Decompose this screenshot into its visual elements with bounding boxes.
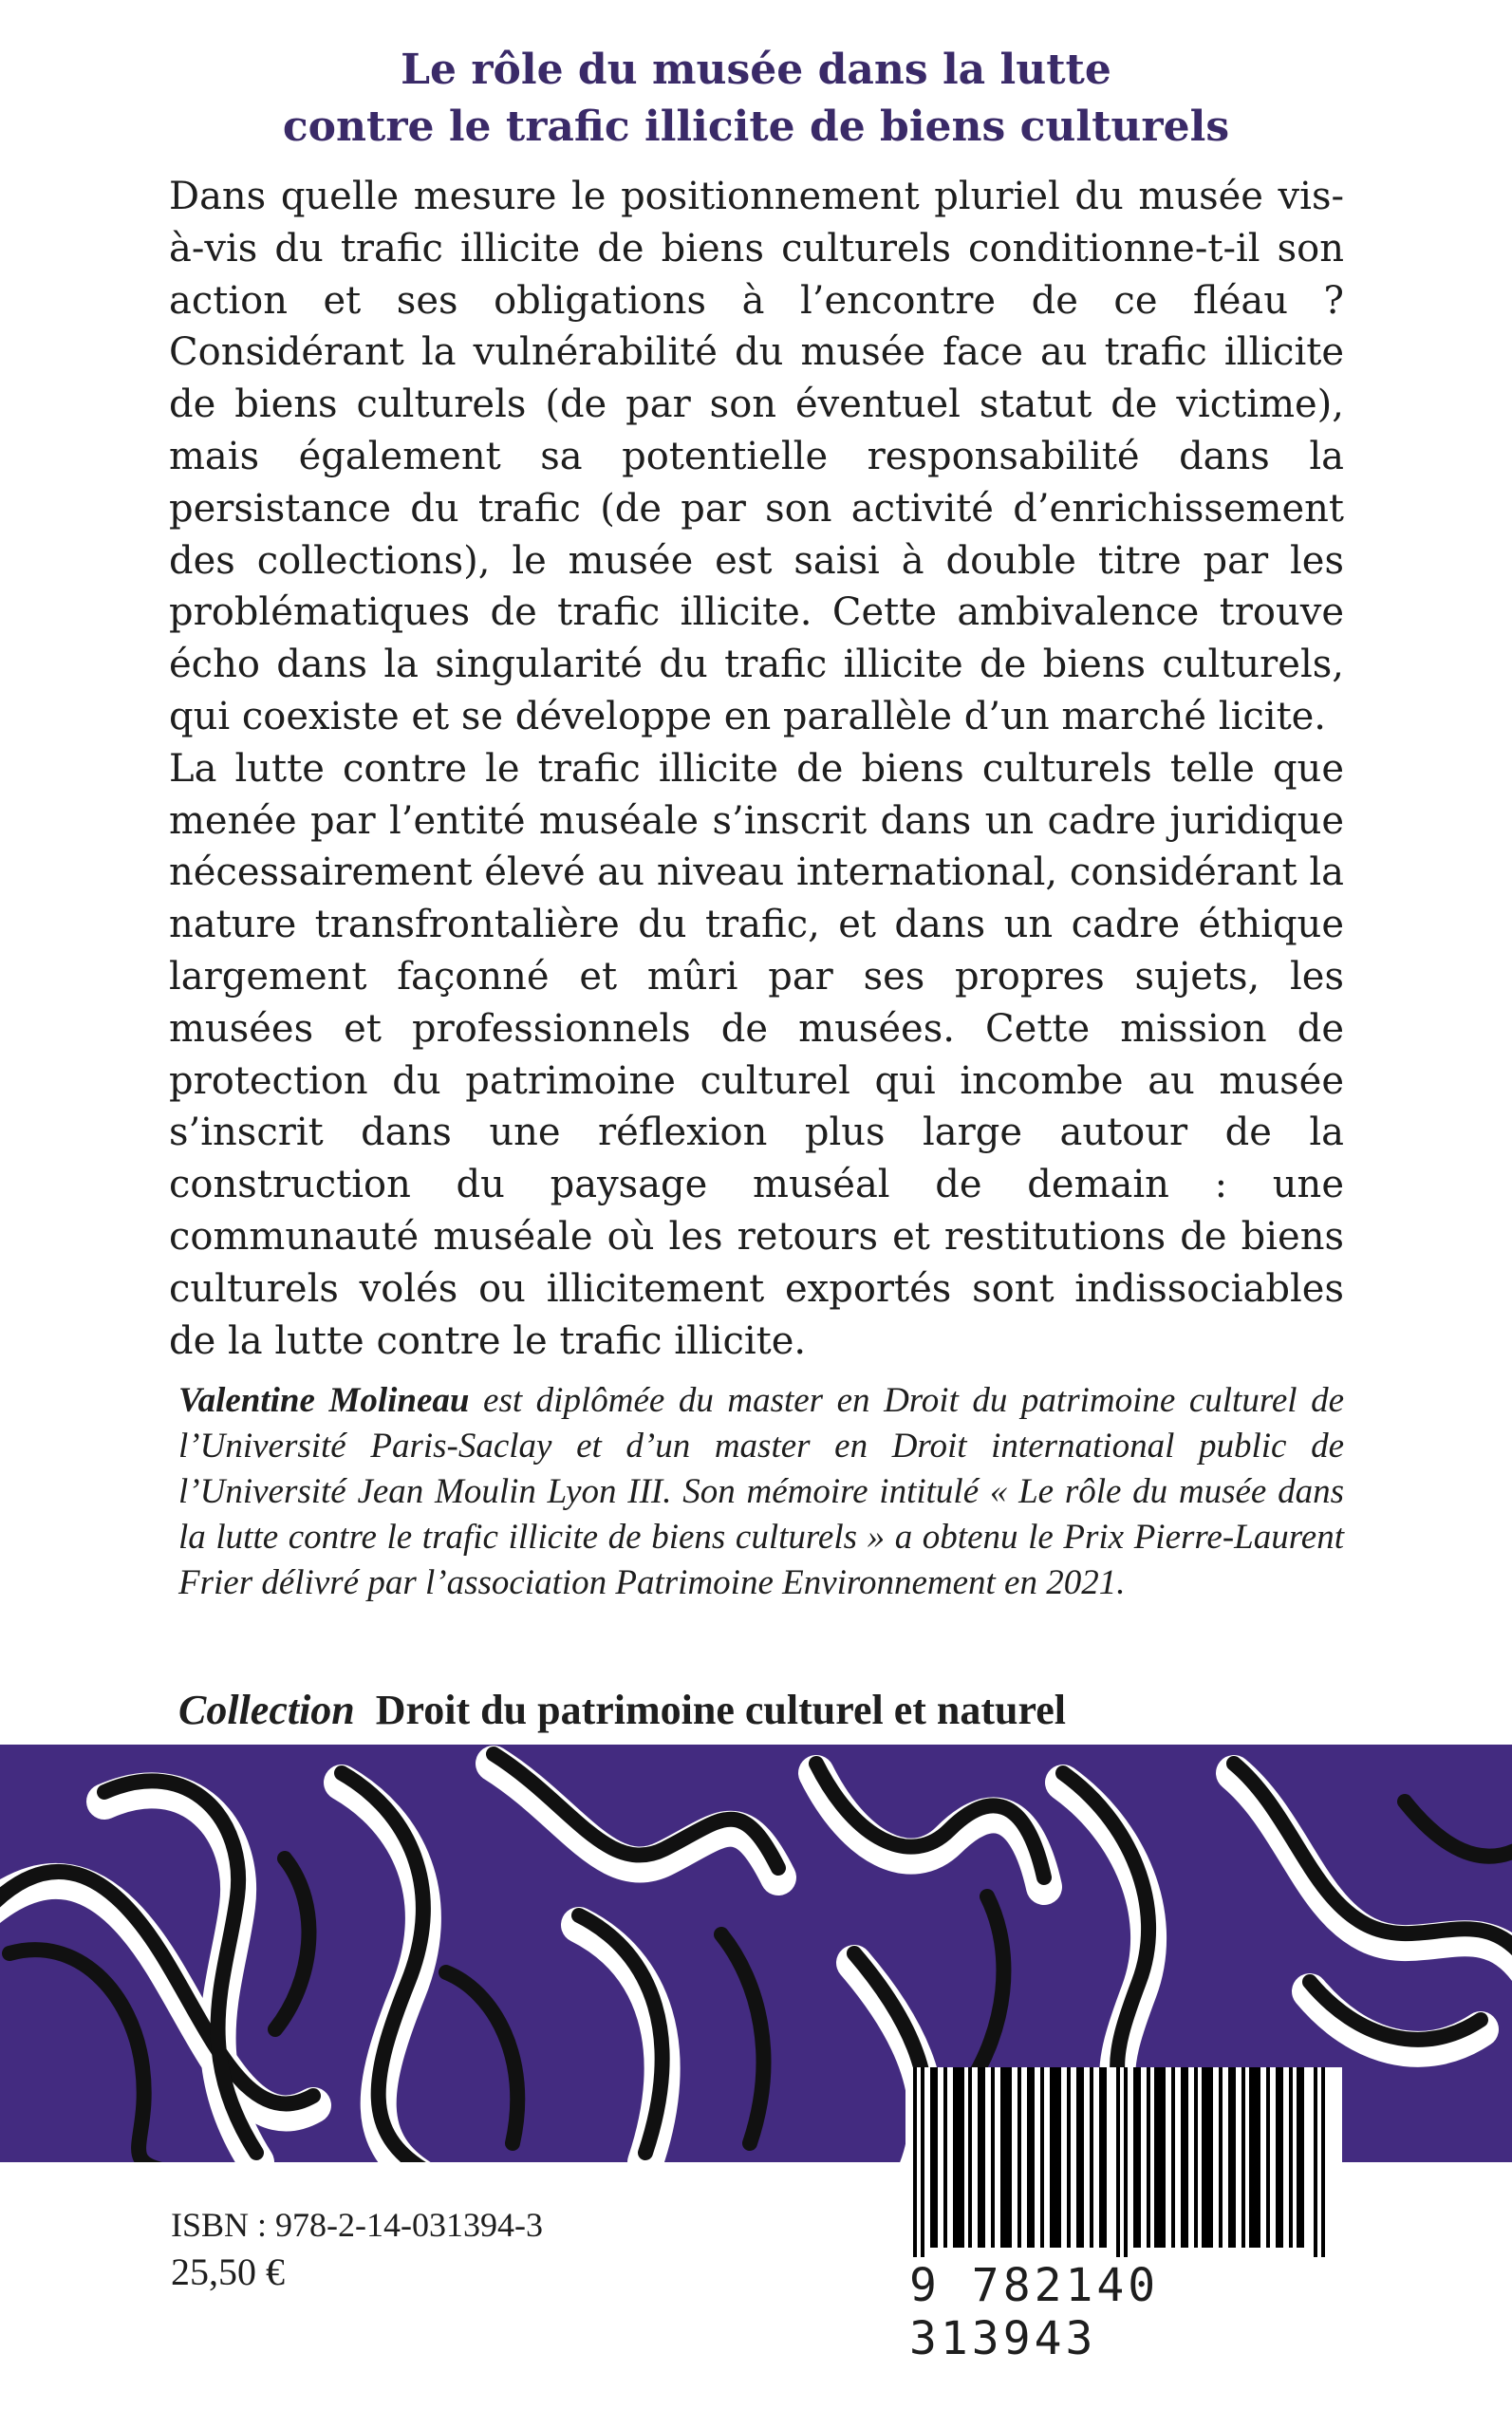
summary-paragraph-1: Dans quelle mesure le positionnement pluriel du musée vis-à-vis du trafic illicite de biens culturels conditionne-t-il son action et ses obligations à l’encontre de ce fléau ? Considérant la vulnérabilité du musée face au trafic illicite de biens culturels (de par son éventuel statut de victime), mais également sa potentielle responsabilité dans la persistance du trafic (de par son activité d’enrichissement des collections), le musée est saisi à double titre par les problématiques de trafic illicite. Cette ambivalence trouve écho dans la singularité du trafic illicite de biens culturels, qui coexiste et se développe en parallèle d’un marché licite.	[169, 175, 1344, 738]
barcode-digits: 9 782140 313943	[909, 2259, 1160, 2365]
collection-name: Droit du patrimoine culturel et naturel	[375, 1687, 1066, 1733]
summary-paragraph-2: La lutte contre le trafic illicite de biens culturels telle que menée par l’entité muséale s’inscrit dans un cadre juridique nécessairement élevé au niveau international, considérant la nature transfrontalière du trafic, et dans un cadre éthique largement façonné et mûri par ses propres sujets, les musées et professionnels de musées. Cette mission de protection du patrimoine culturel qui incombe au musée s’inscrit dans une réflexion plus large autour de la construction du paysage muséal de demain : une communauté muséale où les retours et restitutions de biens culturels volés ou illicitement exportés sont indissociables de la lutte contre le trafic illicite.	[169, 746, 1344, 1363]
author-name: Valentine Molineau	[178, 1381, 470, 1420]
price: 25,50 €	[171, 2250, 285, 2293]
title-line-1: Le rôle du musée dans la lutte	[401, 46, 1111, 94]
summary-text	[169, 171, 1344, 1367]
collection-line	[178, 1686, 1355, 1734]
collection-label: Collection	[178, 1687, 355, 1733]
author-bio-text: est diplômée du master en Droit du patrimoine culturel de l’Université Paris-Saclay et d’un master en Droit international public de l’Université Jean Moulin Lyon III. Son mémoire intitulé « Le rôle du musée dans la lutte contre le trafic illicite de biens culturels » a obtenu le Prix Pierre-Laurent Frier délivré par l’association Patrimoine Environnement en 2021.	[178, 1381, 1345, 1602]
book-title	[0, 42, 1512, 156]
barcode-bars	[905, 2067, 1342, 2257]
isbn: ISBN : 978-2-14-031394-3	[171, 2206, 543, 2244]
author-bio	[178, 1378, 1344, 1606]
title-line-2: contre le trafic illicite de biens culturels	[282, 103, 1230, 151]
